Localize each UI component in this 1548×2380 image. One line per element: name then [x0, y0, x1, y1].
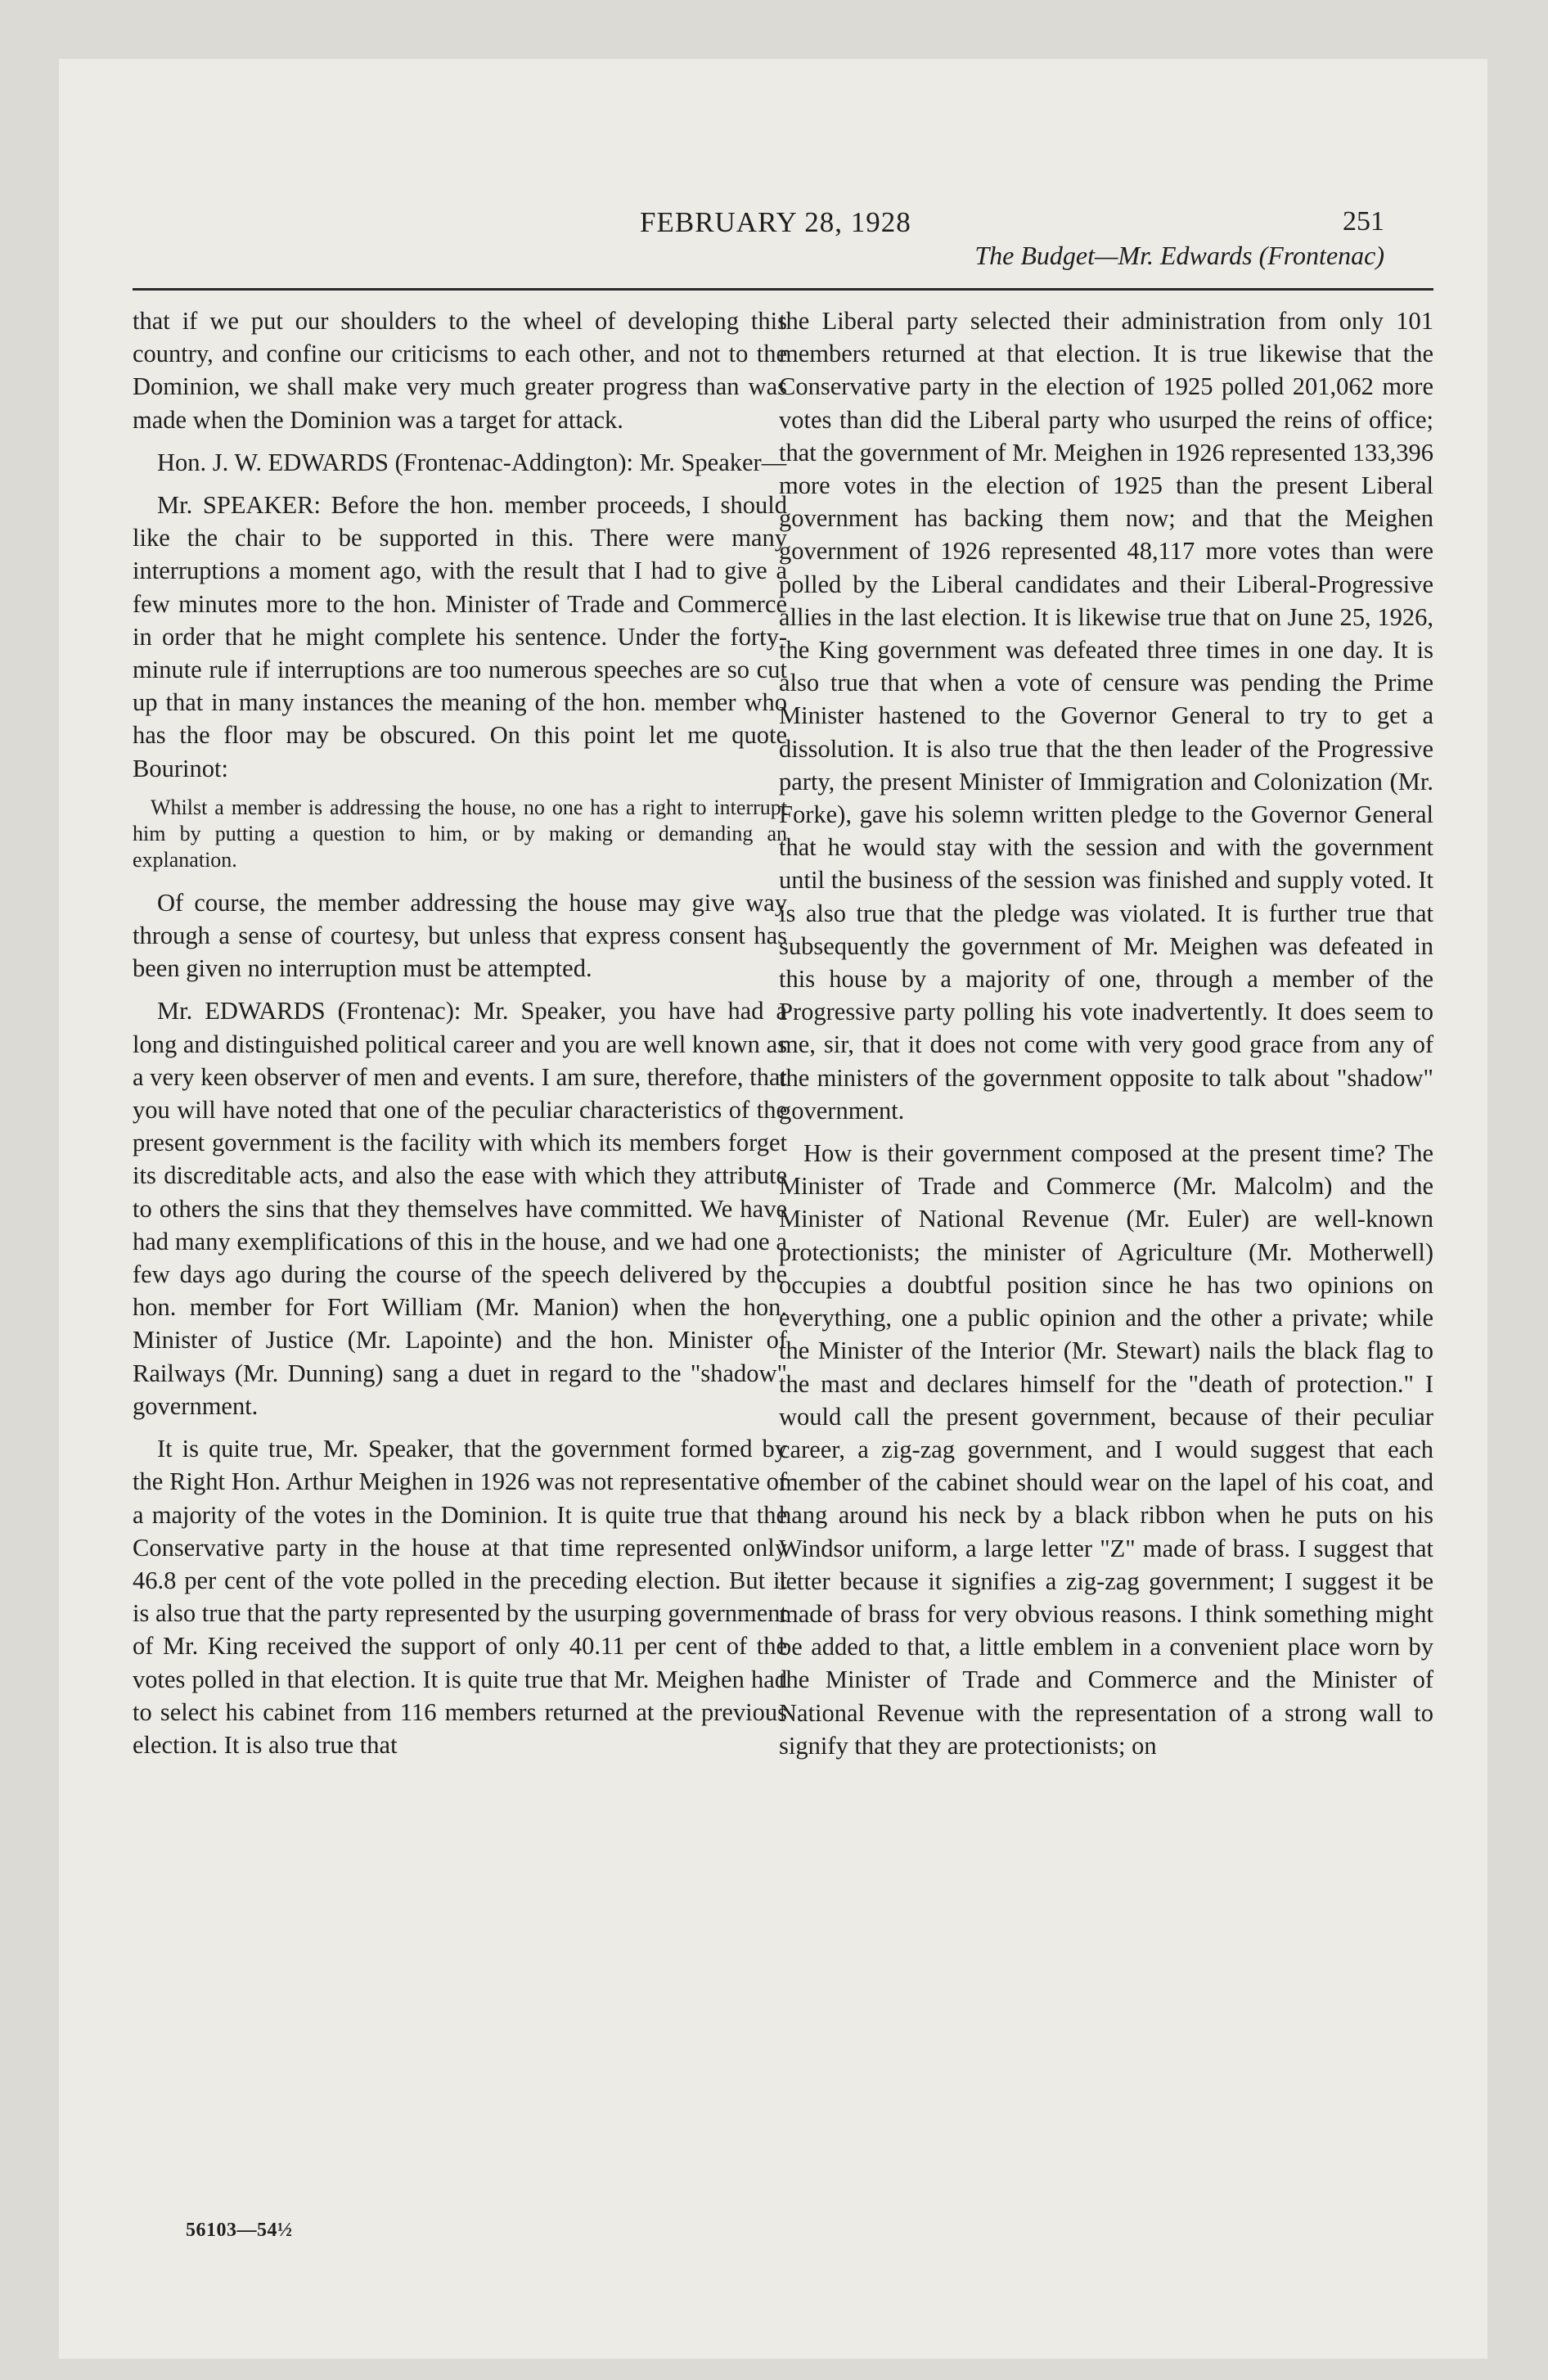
- paragraph: Mr. EDWARDS (Frontenac): Mr. Speaker, you have had a long and distinguished political career and you are well known as a very keen observer of men and events. I am sure, therefore, that you will have noted that one of the peculiar characteristics of the present government is the facility with which its members forget its discreditable acts, and also the ease with which they attribute to others the sins that they themselves have committed. We have had many exemplifications of this in the house, and we had one a few days ago during the course of the speech delivered by the hon. member for Fort William (Mr. Manion) when the hon. Minister of Justice (Mr. Lapointe) and the hon. Minister of Railways (Mr. Dunning) sang a duet in regard to the "shadow" government.: [133, 997, 787, 1420]
- quotation: Whilst a member is addressing the house, no one has a right to interrupt him by putting a question to him, or by making or demanding an explanation.: [133, 795, 787, 872]
- page-number: 251: [1343, 206, 1384, 237]
- paragraph: It is quite true, Mr. Speaker, that the government formed by the Right Hon. Arthur Meighen in 1926 was not representative of a majority of the votes in the Dominion. It is quite true that the Conservative party in the house at that time represented only 46.8 per cent of the vote polled in the preceding election. But it is also true that the party represented by the usurping government of Mr. King received the support of only 40.11 per cent of the votes polled in that election. It is quite true that Mr. Meighen had to select his cabinet from 116 members returned at the previous election. It is also true that: [133, 1435, 787, 1759]
- header-subtitle: The Budget—Mr. Edwards (Frontenac): [974, 241, 1384, 270]
- paragraph: the Liberal party selected their administration from only 101 members returned at that election. It is true likewise that the Conservative party in the election of 1925 polled 201,062 more votes than did the Liberal party who usurped the reins of office; that the government of Mr. Meighen in 1926 represented 133,396 more votes in the election of 1925 than the present Liberal government has backing them now; and that the Meighen government of 1926 represented 48,117 more votes than were polled by the Liberal candidates and their Liberal-Progressive allies in the last election. It is likewise true that on June 25, 1926, the King government was defeated three times in one day. It is also true that when a vote of censure was pending the Prime Minister hastened to the Governor General to try to get a dissolution. It is also true that the then leader of the Progressive party, the present Minister of Immigration and Colonization (Mr. Forke), gave his solemn written pledge to the Governor General that he would stay with the session and with the government until the business of the session was finished and supply voted. It is also true that the pledge was violated. It is further true that subsequently the government of Mr. Meighen was defeated in this house by a majority of one, through a member of the Progressive party polling his vote inadvertently. It does seem to me, sir, that it does not come with very good grace from any of the ministers of the government opposite to talk about "shadow" government.: [779, 307, 1433, 1125]
- paragraph: How is their government composed at the present time? The Minister of Trade and Commerce (Mr. Malcolm) and the Minister of National Revenue (Mr. Euler) are well-known protectionists; the minister of Agriculture (Mr. Motherwell) occupies a doubtful position since he has two opinions on everything, one a public opinion and the other a private; while the Minister of the Interior (Mr. Stewart) nails the black flag to the mast and declares himself for the "death of protection." I would call the present government, because of their peculiar career, a zig-zag government, and I would suggest that each member of the cabinet should wear on the lapel of his coat, and hang around his neck by a black ribbon when he puts on his Windsor uniform, a large letter "Z" made of brass. I suggest that letter because it signifies a zig-zag government; I suggest it be made of brass for very obvious reasons. I think something might be added to that, a little emblem in a convenient place worn by the Minister of Trade and Commerce and the Minister of National Revenue with the representation of a strong wall to signify that they are protectionists; on: [779, 1139, 1433, 1760]
- document-page: [59, 59, 1487, 2359]
- header-rule: [133, 288, 1433, 291]
- paragraph: Of course, the member addressing the house may give way through a sense of courtesy, but unless that express consent has been given no interruption must be attempted.: [133, 888, 787, 983]
- left-column: [133, 304, 787, 1771]
- paragraph: Hon. J. W. EDWARDS (Frontenac-Addington): Mr. Speaker—: [157, 448, 787, 476]
- right-column: [779, 304, 1433, 1772]
- paragraph: that if we put our shoulders to the wheel of developing this country, and confine our criticisms to each other, and not to the Dominion, we shall make very much greater progress than was made when the Dominion was a target for attack.: [133, 307, 787, 434]
- page-header: [599, 149, 1384, 270]
- header-date: FEBRUARY 28, 1928: [640, 206, 911, 238]
- print-code: 56103—54½: [186, 2220, 293, 2241]
- paragraph: Mr. SPEAKER: Before the hon. member proceeds, I should like the chair to be supported in this. There were many interruptions a moment ago, with the result that I had to give a few minutes more to the hon. Minister of Trade and Commerce in order that he might complete his sentence. Under the forty-minute rule if interruptions are too numerous speeches are so cut up that in many instances the meaning of the hon. member who has the floor may be obscured. On this point let me quote Bourinot:: [133, 491, 787, 782]
